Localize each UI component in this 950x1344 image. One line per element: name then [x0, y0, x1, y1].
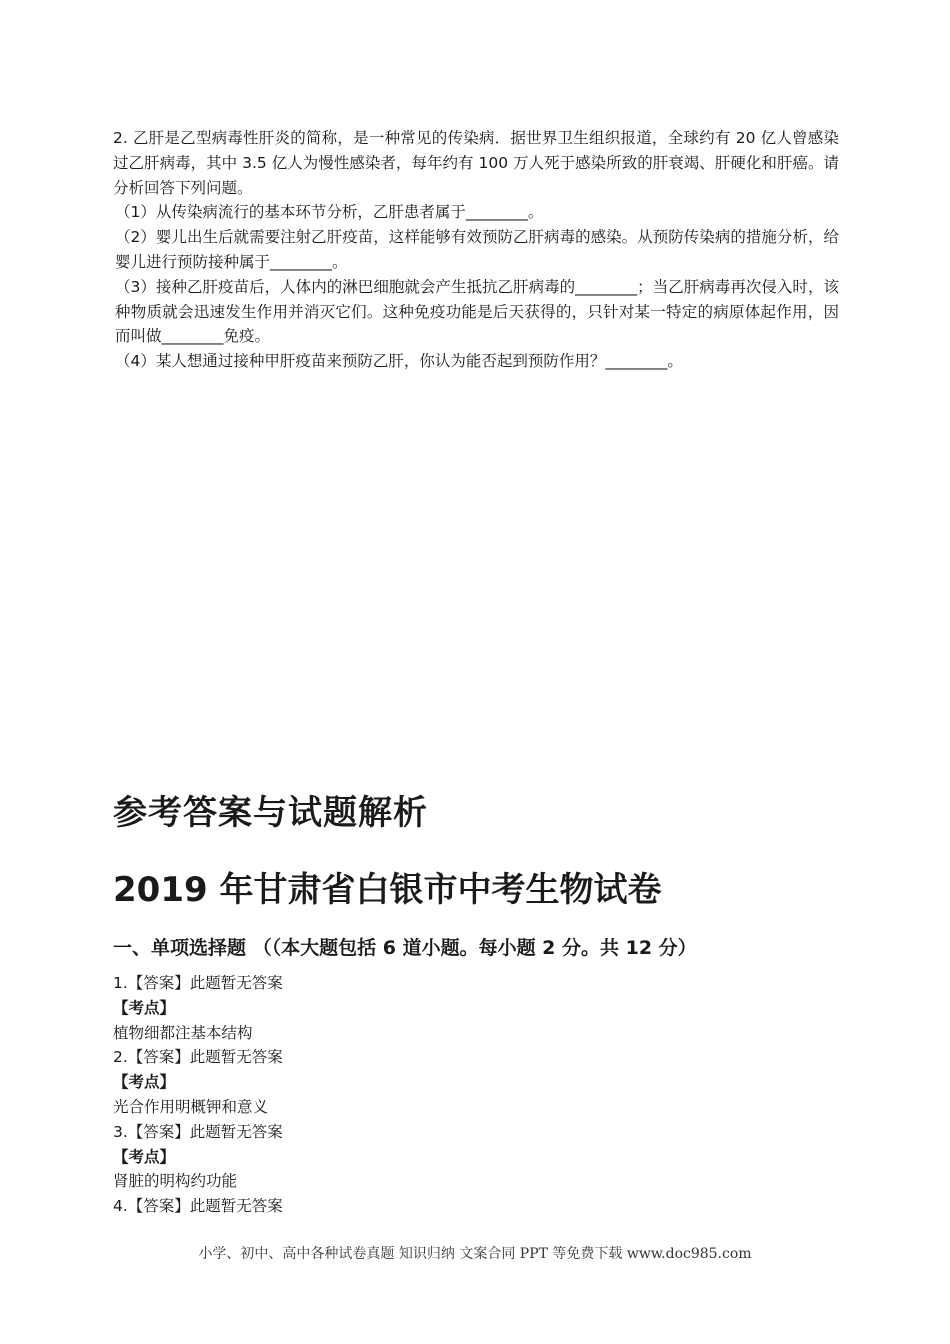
answer-heading: 参考答案与试题解析 [113, 793, 428, 833]
footer-note: 小学、初中、高中各种试卷真题 知识归纳 文案合同 PPT 等免费下载 www.doc985.com [198, 1246, 752, 1262]
kaodian-label-3: 【考点】 [113, 1147, 176, 1166]
section-heading: 一、单项选择题 （（本大题包括 6 道小题。每小题 2 分。共 12 分） [113, 937, 697, 959]
question-intro: 2. 乙肝是乙型病毒性肝炎的简称，是一种常见的传染病．据世界卫生组织报道，全球约有 20 亿人曾感染过乙肝病毒，其中 3.5 亿人为慢性感染者，每年约有 100 万人死于感染所致的肝衰竭、肝硬化和肝癌。请分析回答下列问题。 [113, 129, 839, 197]
kaodian-3: 肾脏的明构约功能 [113, 1172, 238, 1191]
answer-list [113, 971, 839, 1219]
kaodian-1: 植物细都注基本结构 [113, 1023, 253, 1042]
question-sub-2: （2）婴儿出生后就需要注射乙肝疫苗，这样能够有效预防乙肝病毒的感染。从预防传染病的措施分析，给婴儿进行预防接种属于________。 [115, 228, 839, 271]
answer-3: 3.【答案】此题暂无答案 [113, 1122, 283, 1141]
question-sub-4: （4）某人想通过接种甲肝疫苗来预防乙肝，你认为能否起到预防作用？________。 [115, 352, 683, 371]
kaodian-label-2: 【考点】 [113, 1073, 176, 1092]
kaodian-label-1: 【考点】 [113, 998, 176, 1017]
answer-1: 1.【答案】此题暂无答案 [113, 974, 283, 992]
answer-2: 2.【答案】此题暂无答案 [113, 1048, 283, 1067]
kaodian-2: 光合作用明概钾和意义 [113, 1097, 269, 1116]
question-sub-1: （1）从传染病流行的基本环节分析，乙肝患者属于________。 [115, 203, 544, 222]
question-sub-3: （3）接种乙肝疫苗后，人体内的淋巴细胞就会产生抵抗乙肝病毒的________；当乙肝病毒再次侵入时，该种物质就会迅速发生作用并消灭它们。这种免疫功能是后天获得的，只针对某一特定的病原体起作用，因而叫做________免疫。 [115, 277, 839, 346]
exam-title: 2019 年甘肃省白银市中考生物试卷 [113, 870, 662, 910]
answer-4: 4.【答案】此题暂无答案 [113, 1197, 283, 1216]
question-2 [113, 126, 839, 374]
